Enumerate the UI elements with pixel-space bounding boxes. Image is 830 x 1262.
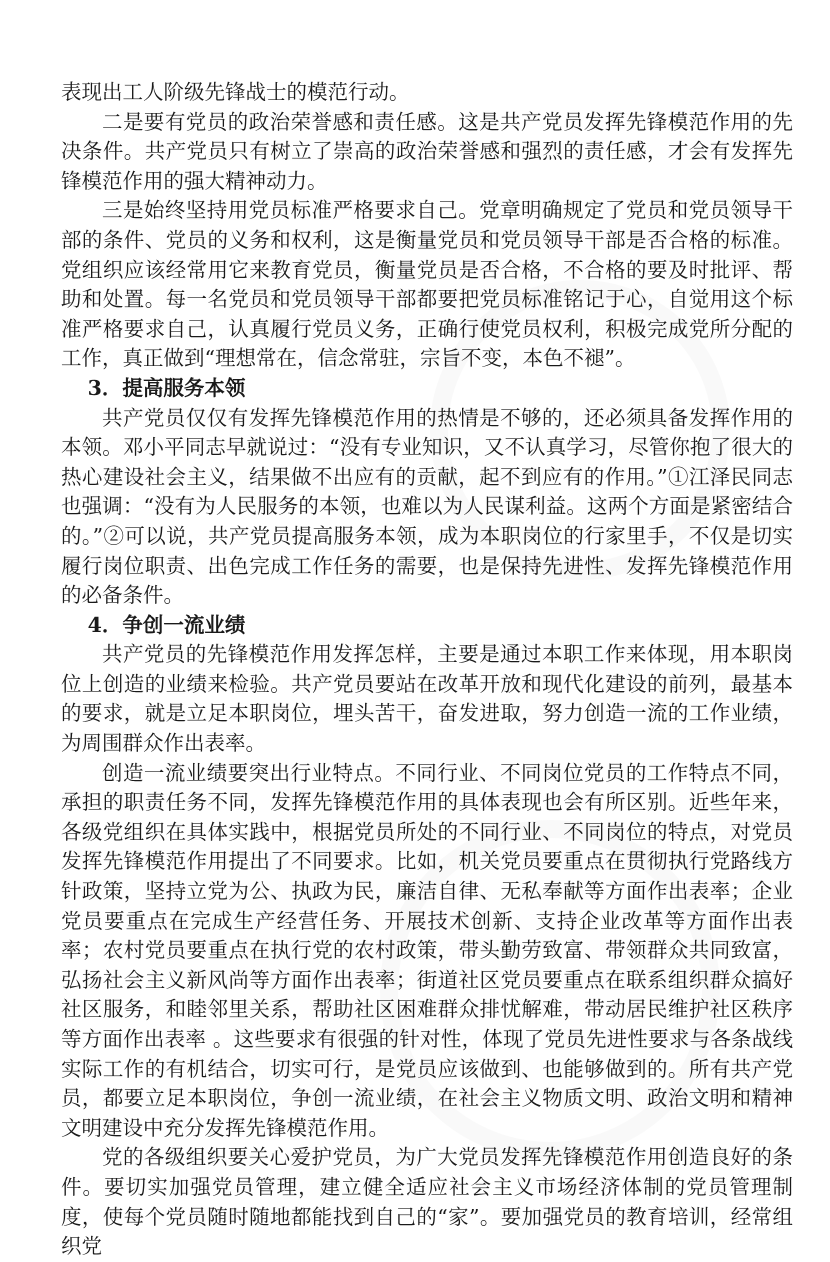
paragraph: 二是要有党员的政治荣誉感和责任感。这是共产党员发挥先锋模范作用的先决条件。共产党员只有树立了崇高的政治荣誉感和强烈的责任感，才会有发挥先锋模范作用的强大精神动力。 <box>61 109 793 193</box>
paragraph: 共产党员仅仅有发挥先锋模范作用的热情是不够的，还必须具备发挥作用的本领。邓小平同志早就说过：“没有专业知识，又不认真学习，尽管你抱了很大的热心建设社会主义，结果做不出应有的贡献，起不到应有的作用。”①江泽民同志也强调：“没有为人民服务的本领，也难以为人民谋利益。这两个方面是紧密结合的。”②可以说，共产党员提高服务本领，成为本职岗位的行家里手，不仅是切实履行岗位职责、出色完成工作任务的需要，也是保持先进性、发挥先锋模范作用的必备条件。 <box>61 405 793 608</box>
document-body <box>61 78 793 1262</box>
paragraph-continuation: 表现出工人阶级先锋战士的模范行动。 <box>61 80 410 104</box>
paragraph: 共产党员的先锋模范作用发挥怎样，主要是通过本职工作来体现，用本职岗位上创造的业绩来检验。共产党员要站在改革开放和现代化建设的前列，最基本的要求，就是立足本职岗位，埋头苦干，奋发进取，努力创造一流的工作业绩，为周围群众作出表率。 <box>61 642 793 756</box>
paragraph: 党的各级组织要关心爱护党员，为广大党员发挥先锋模范作用创造良好的条件。要切实加强党员管理，建立健全适应社会主义市场经济体制的党员管理制度，使每个党员随时随地都能找到自己的“家”。要加强党员的教育培训，经常组织党 <box>61 1145 793 1259</box>
section-heading: 3．提高服务本领 <box>87 375 246 400</box>
paragraph: 创造一流业绩要突出行业特点。不同行业、不同岗位党员的工作特点不同，承担的职责任务不同，发挥先锋模范作用的具体表现也会有所区别。近些年来，各级党组织在具体实践中，根据党员所处的不同行业、不同岗位的特点，对党员发挥先锋模范作用提出了不同要求。比如，机关党员要重点在贯彻执行党路线方针政策，坚持立党为公、执政为民，廉洁自律、无私奉献等方面作出表率；企业党员要重点在完成生产经营任务、开展技术创新、支持企业改革等方面作出表率；农村党员要重点在执行党的农村政策，带头勤劳致富、带领群众共同致富，弘扬社会主义新风尚等方面作出表率；街道社区党员要重点在联系组织群众搞好社区服务，和睦邻里关系，帮助社区困难群众排忧解难，带动居民维护社区秩序等方面作出表率 。这些要求有很强的针对性，体现了党员先进性要求与各条战线实际工作的有机结合，切实可行，是党员应该做到、也能够做到的。所有共产党员，都要立足本职岗位，争创一流业绩，在社会主义物质文明、政治文明和精神文明建设中充分发挥先锋模范作用。 <box>61 760 793 1140</box>
section-heading: 4．争创一流业绩 <box>87 612 246 637</box>
paragraph: 三是始终坚持用党员标准严格要求自己。党章明确规定了党员和党员领导干部的条件、党员的义务和权利，这是衡量党员和党员领导干部是否合格的标准。党组织应该经常用它来教育党员，衡量党员是否合格，不合格的要及时批评、帮助和处置。每一名党员和党员领导干部都要把党员标准铭记于心，自觉用这个标准严格要求自己，认真履行党员义务，正确行使党员权利，积极完成党所分配的工作，真正做到“理想常在，信念常驻，宗旨不变，本色不褪”。 <box>61 198 793 371</box>
